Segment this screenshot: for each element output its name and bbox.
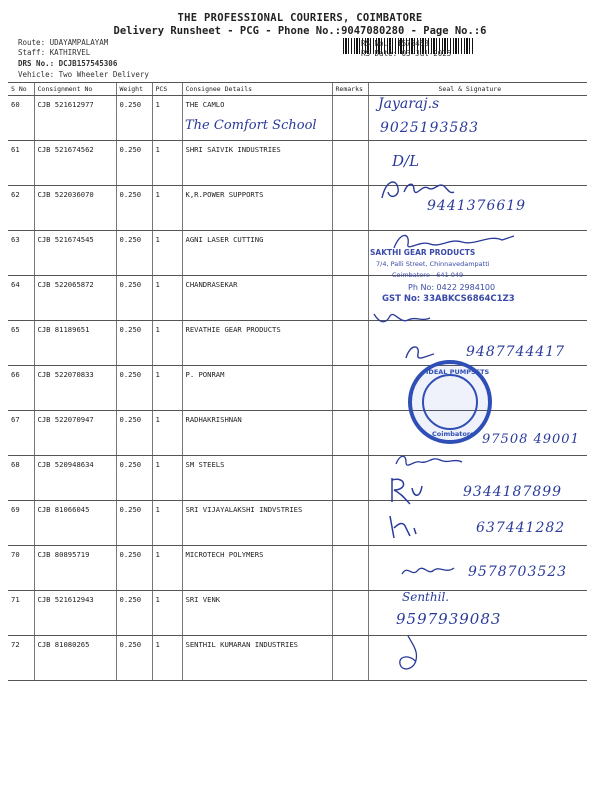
signature-name-72: Senthil. xyxy=(402,590,450,604)
consignment-no: CJB 522065872 xyxy=(34,276,116,321)
signature-68 xyxy=(392,448,472,474)
signature-71 xyxy=(398,560,458,582)
col-remarks: Remarks xyxy=(332,83,368,96)
consignee: CHANDRASEKAR xyxy=(182,276,332,321)
col-weight: Weight xyxy=(116,83,152,96)
signature-65 xyxy=(370,306,450,328)
phone-69: 9344187899 xyxy=(463,484,563,500)
sno: 65 xyxy=(8,321,34,366)
consignment-no: CJB 521674562 xyxy=(34,141,116,186)
company-round-stamp xyxy=(408,360,492,444)
consignment-no: CJB 521674545 xyxy=(34,231,116,276)
consignment-no: CJB 81189651 xyxy=(34,321,116,366)
consignment-no: CJB 521612977 xyxy=(34,96,116,141)
pcs: 1 xyxy=(152,231,182,276)
stamp-gst: GST No: 33ABKCS6864C1Z3 xyxy=(382,294,515,304)
sno: 62 xyxy=(8,186,34,231)
pcs: 1 xyxy=(152,276,182,321)
sno: 70 xyxy=(8,546,34,591)
signature-63 xyxy=(390,226,520,256)
weight: 0.250 xyxy=(116,411,152,456)
remarks-cell xyxy=(332,546,368,591)
consignee: REVATHIE GEAR PRODUCTS xyxy=(182,321,332,366)
remarks-cell xyxy=(332,591,368,636)
col-pcs: PCS xyxy=(152,83,182,96)
sno: 67 xyxy=(8,411,34,456)
pcs: 1 xyxy=(152,96,182,141)
col-sno: S No xyxy=(8,83,34,96)
sno: 71 xyxy=(8,591,34,636)
stamp-address: 7/4, Palli Street, Chinnavedampatti xyxy=(376,260,490,268)
consignee: SRI VIJAYALAKSHI INDVSTRIES xyxy=(182,501,332,546)
remarks-cell xyxy=(332,501,368,546)
rs-number: RS No.: 1575453 xyxy=(361,39,429,48)
sno: 69 xyxy=(8,501,34,546)
pcs: 1 xyxy=(152,636,182,681)
sno: 63 xyxy=(8,231,34,276)
weight: 0.250 xyxy=(116,591,152,636)
weight: 0.250 xyxy=(116,231,152,276)
phone-72: 9597939083 xyxy=(396,610,502,628)
weight: 0.250 xyxy=(116,141,152,186)
sno: 72 xyxy=(8,636,34,681)
consignee: THE CAMLO xyxy=(182,96,332,141)
remarks-cell xyxy=(332,96,368,141)
remarks-cell xyxy=(332,411,368,456)
table-row xyxy=(8,636,587,681)
route-label: Route: UDAYAMPALAYAM xyxy=(18,38,109,47)
pcs: 1 xyxy=(152,411,182,456)
consignee: RADHAKRISHNAN xyxy=(182,411,332,456)
sno: 64 xyxy=(8,276,34,321)
pcs: 1 xyxy=(152,456,182,501)
company-title: THE PROFESSIONAL COURIERS, COIMBATORE xyxy=(177,12,423,24)
pcs: 1 xyxy=(152,366,182,411)
weight: 0.250 xyxy=(116,636,152,681)
remarks-cell xyxy=(332,321,368,366)
pcs: 1 xyxy=(152,591,182,636)
consignment-no: CJB 81080265 xyxy=(34,636,116,681)
consignment-no: CJB 522036070 xyxy=(34,186,116,231)
weight: 0.250 xyxy=(116,321,152,366)
consignee: SM STEELS xyxy=(182,456,332,501)
sno: 61 xyxy=(8,141,34,186)
consignment-no: CJB 520948634 xyxy=(34,456,116,501)
consignee: SRI VENK xyxy=(182,591,332,636)
remarks-cell xyxy=(332,456,368,501)
signature-name-60: Jayaraj.s xyxy=(378,96,440,112)
table-row xyxy=(8,366,587,411)
runsheet-table xyxy=(8,82,587,681)
consignment-no: CJB 522070947 xyxy=(34,411,116,456)
sno: 68 xyxy=(8,456,34,501)
signature-70 xyxy=(386,512,426,542)
remarks-cell xyxy=(332,636,368,681)
pcs: 1 xyxy=(152,141,182,186)
round-stamp-bottom: Coimbatore xyxy=(432,430,475,438)
consignee: AGNI LASER CUTTING xyxy=(182,231,332,276)
weight: 0.250 xyxy=(116,456,152,501)
consignment-no: CJB 522070833 xyxy=(34,366,116,411)
signature-66 xyxy=(400,340,440,364)
phone-66: 9487744417 xyxy=(466,344,566,360)
phone-62: 9441376619 xyxy=(427,198,527,214)
table-row xyxy=(8,141,587,186)
consignee: K,R.POWER SUPPORTS xyxy=(182,186,332,231)
phone-71: 9578703523 xyxy=(468,564,568,580)
signature-69 xyxy=(386,474,426,508)
col-signature: Seal & Signature xyxy=(368,83,587,96)
weight: 0.250 xyxy=(116,186,152,231)
col-consignment: Consignment No xyxy=(34,83,116,96)
weight: 0.250 xyxy=(116,96,152,141)
weight: 0.250 xyxy=(116,276,152,321)
remarks-cell xyxy=(332,231,368,276)
consignee: P. PONRAM xyxy=(182,366,332,411)
pcs: 1 xyxy=(152,321,182,366)
scribble-mark xyxy=(394,632,434,676)
consignee: MICROTECH POLYMERS xyxy=(182,546,332,591)
weight: 0.250 xyxy=(116,501,152,546)
handwritten-note-60: The Comfort School xyxy=(185,118,317,133)
consignee: SENTHIL KUMARAN INDUSTRIES xyxy=(182,636,332,681)
pcs: 1 xyxy=(152,501,182,546)
delivered-mark-61: D/L xyxy=(392,152,420,170)
drs-number: DRS No.: DCJB157545306 xyxy=(18,59,118,68)
remarks-cell xyxy=(332,141,368,186)
sno: 60 xyxy=(8,96,34,141)
runsheet-title: Delivery Runsheet - PCG - Phone No.:9047080280 - Page No.:6 xyxy=(113,25,487,37)
phone-60: 9025193583 xyxy=(380,120,480,136)
consignee: SHRI SAIVIK INDUSTRIES xyxy=(182,141,332,186)
stamp-company-name: SAKTHI GEAR PRODUCTS xyxy=(370,248,476,257)
remarks-cell xyxy=(332,366,368,411)
table-header-row xyxy=(8,83,587,96)
rs-date: RS Date: 03-Jul-2025 xyxy=(361,49,452,58)
phone-68: 97508 49001 xyxy=(482,432,580,447)
weight: 0.250 xyxy=(116,366,152,411)
stamp-phone: Ph No: 0422 2984100 xyxy=(408,283,496,292)
round-stamp-top: IDEAL PUMPSETS xyxy=(426,368,490,376)
consignment-no: CJB 521612943 xyxy=(34,591,116,636)
pcs: 1 xyxy=(152,546,182,591)
col-consignee: Consignee Details xyxy=(182,83,332,96)
vehicle-label: Vehicle: Two Wheeler Delivery xyxy=(18,70,149,79)
remarks-cell xyxy=(332,186,368,231)
staff-label: Staff: KATHIRVEL xyxy=(18,48,91,57)
consignment-no: CJB 81066045 xyxy=(34,501,116,546)
remarks-cell xyxy=(332,276,368,321)
pcs: 1 xyxy=(152,186,182,231)
consignment-no: CJB 80895719 xyxy=(34,546,116,591)
stamp-city: Coimbatore - 641 049 xyxy=(392,271,464,279)
phone-70: 637441282 xyxy=(476,520,566,536)
weight: 0.250 xyxy=(116,546,152,591)
sno: 66 xyxy=(8,366,34,411)
